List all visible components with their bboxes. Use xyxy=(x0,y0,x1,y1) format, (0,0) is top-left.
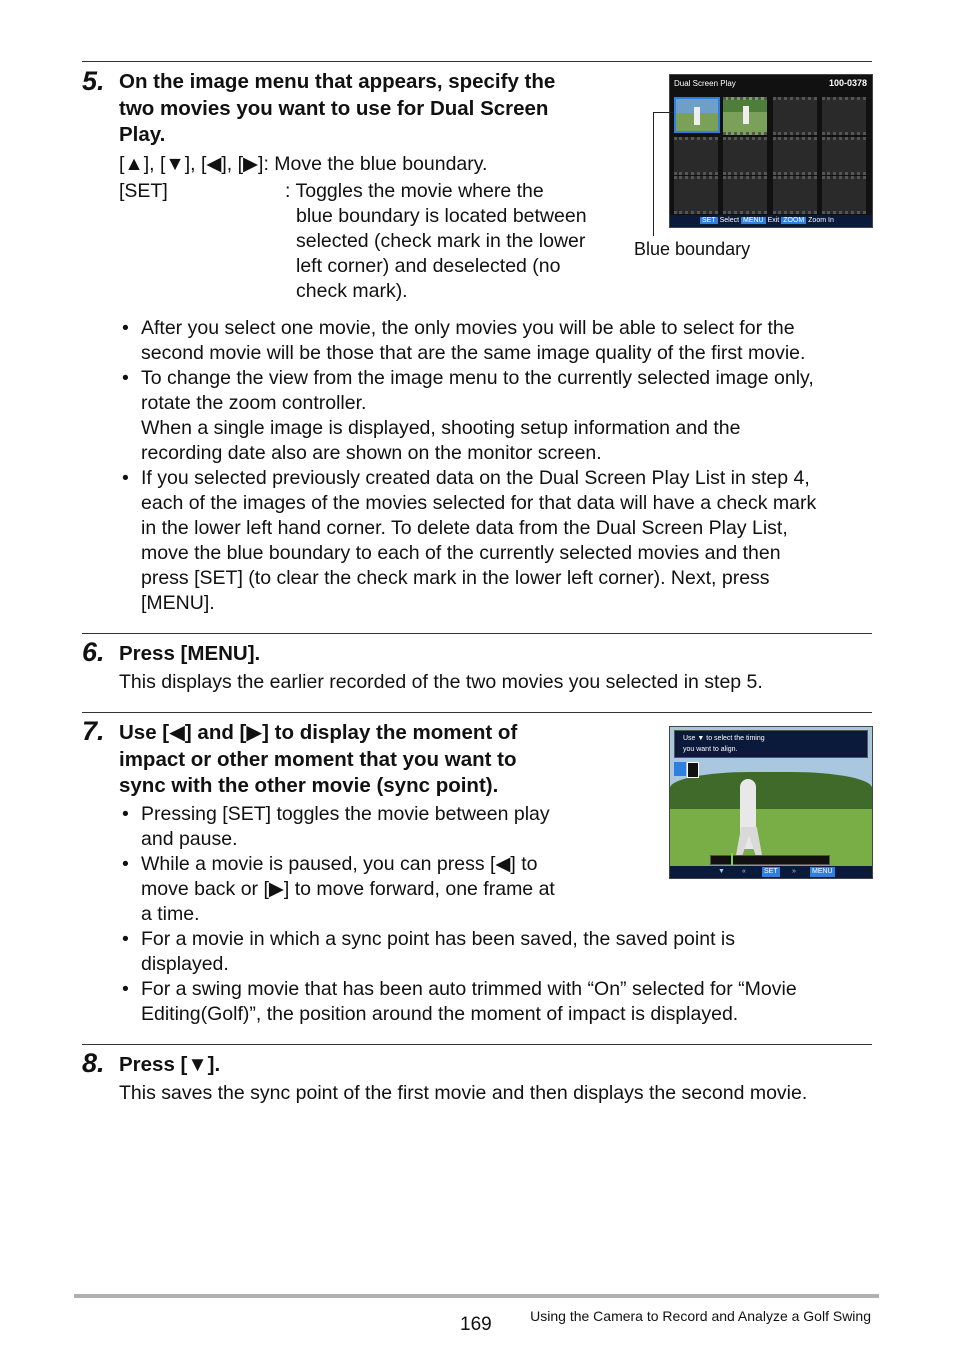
bullet-line: in the lower left hand corner. To delete data from the Dual Screen Play List, xyxy=(141,517,788,539)
menu-key: MENU xyxy=(812,868,833,875)
step6-top-rule xyxy=(82,633,872,634)
step5-heading-line: On the image menu that appears, specify the xyxy=(119,70,556,93)
thumbnail[interactable] xyxy=(773,97,817,135)
set-desc-line: blue boundary is located between xyxy=(296,205,587,227)
step5-set-label: [SET] xyxy=(119,180,168,202)
thumbnail[interactable] xyxy=(773,176,817,214)
step7-number: 7. xyxy=(82,716,105,746)
step7-top-rule xyxy=(82,712,872,713)
timeline-marker xyxy=(731,853,733,865)
footer-bar xyxy=(74,1294,879,1298)
bullet-line: While a movie is paused, you can press [◀] to xyxy=(141,853,538,875)
bullet-dot: • xyxy=(122,928,129,950)
step8-heading: Press [▼]. xyxy=(119,1053,221,1076)
step7-bullet xyxy=(141,927,735,977)
thumbnail[interactable] xyxy=(723,97,767,135)
thumbnail[interactable] xyxy=(773,137,817,175)
thumbnail[interactable] xyxy=(822,176,866,214)
caption-line: you want to align. xyxy=(683,746,738,753)
screen-title: Dual Screen Play xyxy=(674,79,736,88)
thumbnail[interactable] xyxy=(723,137,767,175)
bullet-line: If you selected previously created data on the Dual Screen Play List in step 4, xyxy=(141,467,810,489)
caption-box xyxy=(674,730,868,758)
exit-label: Exit xyxy=(767,217,780,224)
bullet-line: After you select one movie, the only movies you will be able to select for the xyxy=(141,317,795,339)
bullet-line: a time. xyxy=(141,903,200,925)
split-screen-icon xyxy=(687,762,699,778)
step6-heading: Press [MENU]. xyxy=(119,642,261,665)
down-arrow-icon: ▼ xyxy=(718,868,725,875)
step8-body: This saves the sync point of the first movie and then displays the second movie. xyxy=(119,1082,808,1104)
thumbnail-selected[interactable] xyxy=(674,97,720,133)
bullet-line: each of the images of the movies selected for that data will have a check mark xyxy=(141,492,817,514)
callout-line-horizontal xyxy=(653,112,673,113)
bullet-line: For a swing movie that has been auto trimmed with “On” selected for “Movie xyxy=(141,978,797,1000)
thumbnail[interactable] xyxy=(674,176,718,214)
bullet-line: recording date also are shown on the monitor screen. xyxy=(141,442,602,464)
step5-set-desc xyxy=(285,179,587,304)
step8-top-rule xyxy=(82,1044,872,1045)
step5-bullet xyxy=(141,316,805,366)
bullet-dot: • xyxy=(122,978,129,1000)
thumbnail[interactable] xyxy=(723,176,767,214)
step7-heading xyxy=(119,720,517,800)
screen-bottom-bar xyxy=(670,215,872,227)
step6-number: 6. xyxy=(82,637,105,667)
page-number: 169 xyxy=(460,1314,492,1335)
step5-heading-line: Play. xyxy=(119,123,166,146)
rewind-icon: « xyxy=(742,868,746,875)
timeline-bar[interactable] xyxy=(710,855,830,865)
step5-heading-line: two movies you want to use for Dual Screen xyxy=(119,96,549,120)
step7-heading-line: sync with the other movie (sync point). xyxy=(119,774,499,797)
step5-number: 5. xyxy=(82,66,105,96)
sync-point-screenshot xyxy=(669,726,873,879)
step5-top-rule xyxy=(82,61,872,62)
step7-bullet xyxy=(141,852,555,927)
chapter-title: Using the Camera to Record and Analyze a Golf Swing xyxy=(530,1308,871,1324)
set-desc-line: check mark). xyxy=(296,280,408,302)
bullet-line: When a single image is displayed, shooting setup information and the xyxy=(141,417,741,439)
blue-boundary-caption: Blue boundary xyxy=(634,239,751,259)
menu-key: MENU xyxy=(743,217,764,224)
set-desc-line: selected (check mark in the lower xyxy=(296,230,586,252)
zoom-in-label: Zoom In xyxy=(808,217,834,224)
set-desc-line: left corner) and deselected (no xyxy=(296,255,561,277)
select-label: Select xyxy=(719,217,740,224)
bullet-dot: • xyxy=(122,317,129,339)
bullet-dot: • xyxy=(122,853,129,875)
step6-body: This displays the earlier recorded of the two movies you selected in step 5. xyxy=(119,671,763,693)
bullet-line: For a movie in which a sync point has been saved, the saved point is xyxy=(141,928,735,950)
bullet-line: second movie will be those that are the same image quality of the first movie. xyxy=(141,342,806,364)
thumbnail[interactable] xyxy=(674,137,718,175)
set-key: SET xyxy=(764,868,778,875)
step7-heading-line: Use [◀] and [▶] to display the moment of xyxy=(119,721,518,744)
caption-line: Use ▼ to select the timing xyxy=(683,735,765,742)
step5-bullet xyxy=(141,466,816,616)
zoom-key: ZOOM xyxy=(783,217,805,224)
screen-file-number: 100-0378 xyxy=(828,78,867,88)
bullet-line: [MENU]. xyxy=(141,592,215,614)
step5-heading xyxy=(119,69,555,149)
forward-icon: » xyxy=(792,868,796,875)
bullet-dot: • xyxy=(122,803,129,825)
trees xyxy=(670,772,872,812)
bullet-dot: • xyxy=(122,467,129,489)
bullet-line: displayed. xyxy=(141,953,229,975)
callout-line-vertical xyxy=(653,112,654,236)
bullet-line: Pressing [SET] toggles the movie between play xyxy=(141,803,550,825)
step5-bullet xyxy=(141,366,814,466)
bullet-dot: • xyxy=(122,367,129,389)
bullet-line: move back or [▶] to move forward, one frame at xyxy=(141,878,555,900)
step5-keys-desc: [▲], [▼], [◀], [▶]: Move the blue boundary. xyxy=(119,153,488,175)
set-desc-line: : Toggles the movie where the xyxy=(285,180,544,202)
bullet-line: To change the view from the image menu to the currently selected image only, xyxy=(141,367,814,389)
bullet-line: and pause. xyxy=(141,828,238,850)
step8-number: 8. xyxy=(82,1048,105,1078)
bullet-line: press [SET] (to clear the check mark in the lower left corner). Next, press xyxy=(141,567,770,589)
dual-screen-play-screenshot xyxy=(669,74,873,228)
blue-boundary-icon xyxy=(674,762,686,776)
bullet-line: move the blue boundary to each of the currently selected movies and then xyxy=(141,542,781,564)
step7-bullet xyxy=(141,802,550,852)
controls-bar xyxy=(670,866,872,878)
bullet-line: Editing(Golf)”, the position around the moment of impact is displayed. xyxy=(141,1003,739,1025)
set-key: SET xyxy=(702,217,716,224)
thumbnail[interactable] xyxy=(822,97,866,135)
step7-heading-line: impact or other moment that you want to xyxy=(119,747,517,771)
thumbnail[interactable] xyxy=(822,137,866,175)
step7-bullet xyxy=(141,977,797,1027)
bullet-line: rotate the zoom controller. xyxy=(141,392,367,414)
